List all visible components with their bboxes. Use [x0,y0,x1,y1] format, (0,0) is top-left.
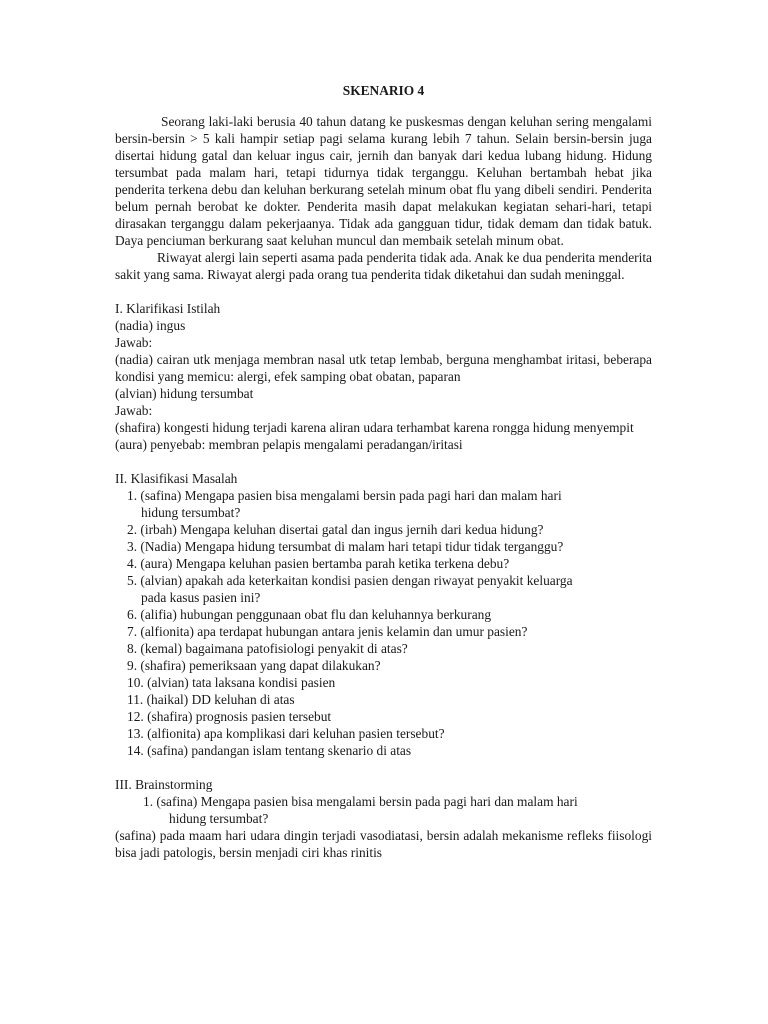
list-item: 2. (irbah) Mengapa keluhan disertai gatal dan ingus jernih dari kedua hidung? [127,522,544,537]
list-item: 4. (aura) Mengapa keluhan pasien bertamba parah ketika terkena debu? [127,556,510,571]
answer-label: Jawab: [115,403,153,418]
list-item: 9. (shafira) pemeriksaan yang dapat dilakukan? [127,658,381,673]
term-line: (nadia) ingus [115,318,186,333]
list-item: 5. (alvian) apakah ada keterkaitan kondisi pasien dengan riwayat penyakit keluarga pada kasus pasien ini? [127,573,573,605]
document-page [115,82,652,861]
scenario-paragraph-2: Riwayat alergi lain seperti asama pada penderita tidak ada. Anak ke dua penderita menderita sakit yang sama. Riwayat alergi pada orang tua penderita tidak diketahui dan sudah meninggal. [115,250,653,282]
list-item: 1. (safina) Mengapa pasien bisa mengalami bersin pada pagi hari dan malam hari hidung tersumbat? [127,488,562,520]
section-brainstorming [115,776,652,861]
answer-line: (nadia) cairan utk menjaga membran nasal utk tetap lembab, berguna menghambat iritasi, beberapa kondisi yang memicu: alergi, efek samping obat obatan, paparan [115,352,652,384]
section-heading: III. Brainstorming [115,777,213,792]
list-item: 13. (alfionita) apa komplikasi dari keluhan pasien tersebut? [127,726,445,741]
list-item: 3. (Nadia) Mengapa hidung tersumbat di malam hari tetapi tidur tidak terganggu? [127,539,564,554]
section-klasifikasi-masalah [115,470,652,759]
brainstorm-answer: (safina) pada maam hari udara dingin terjadi vasodiatasi, bersin adalah mekanisme refleks fiisologi bisa jadi patologis, bersin menjadi ciri khas rinitis [115,828,652,860]
list-item: 7. (alfionita) apa terdapat hubungan antara jenis kelamin dan umur pasien? [127,624,528,639]
list-item: 14. (safina) pandangan islam tentang skenario di atas [127,743,412,758]
section-klarifikasi-istilah [115,300,652,453]
document-title: SKENARIO 4 [342,83,425,98]
scenario-paragraph-1: Seorang laki-laki berusia 40 tahun datang ke puskesmas dengan keluhan sering mengalami bersin-bersin > 5 kali hampir setiap pagi selama kurang lebih 7 tahun. Selain bersin-bersin juga disertai hidung gatal dan keluar ingus cair, jernih dan banyak dari kedua lubang hidung. Hidung tersumbat pada malam hari, tetapi tidurnya tidak terganggu. Keluhan bertambah hebat jika penderita terkena debu dan keluhan berkurang setelah minum obat flu yang dibeli sendiri. Penderita belum pernah berobat ke dokter. Penderita masih dapat melakukan kegiatan sehari-hari, tetapi dirasakan terganggu dalam pekerjaanya. Tidak ada gangguan tidur, tidak demam dan tidak batuk. Daya penciuman berkurang saat keluhan muncul dan membaik setelah minum obat. [115,114,652,248]
list-item: 11. (haikal) DD keluhan di atas [127,692,295,707]
answer-line: (shafira) kongesti hidung terjadi karena aliran udara terhambat karena rongga hidung menyempit [115,420,634,435]
section-heading: II. Klasifikasi Masalah [115,471,238,486]
question-list [115,487,652,759]
answer-line: (aura) penyebab: membran pelapis mengalami peradangan/iritasi [115,437,463,452]
section-heading: I. Klarifikasi Istilah [115,301,221,316]
list-item: 8. (kemal) bagaimana patofisiologi penyakit di atas? [127,641,408,656]
term-line: (alvian) hidung tersumbat [115,386,254,401]
list-item: 10. (alvian) tata laksana kondisi pasien [127,675,336,690]
list-item: 6. (alifia) hubungan penggunaan obat flu dan keluhannya berkurang [127,607,492,622]
answer-label: Jawab: [115,335,153,350]
brainstorm-question: 1. (safina) Mengapa pasien bisa mengalami bersin pada pagi hari dan malam hari hidung tersumbat? [143,794,578,826]
list-item: 12. (shafira) prognosis pasien tersebut [127,709,332,724]
